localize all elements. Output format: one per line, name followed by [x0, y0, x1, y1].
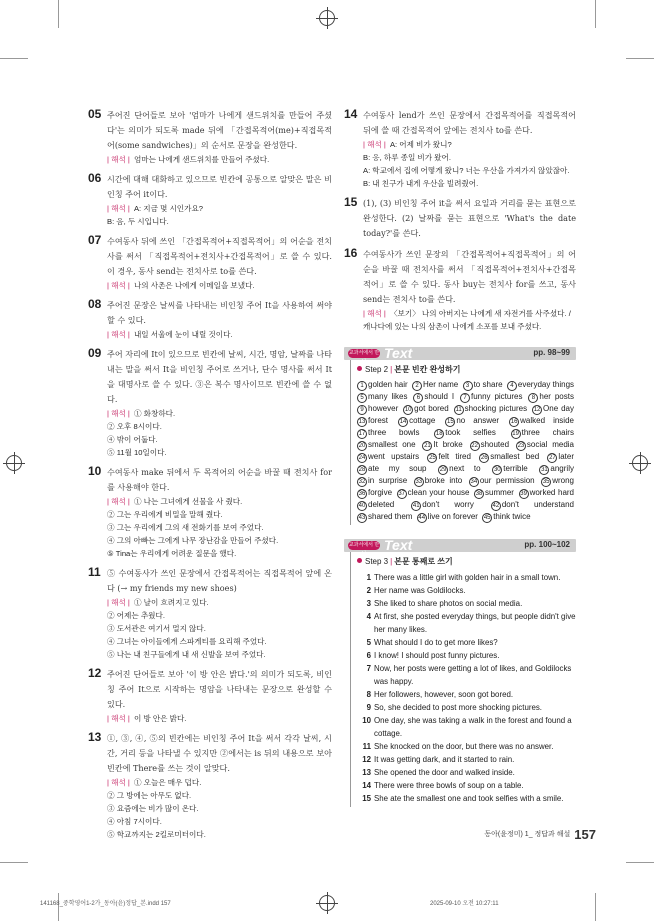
chip-number: 29	[439, 467, 447, 473]
chip-number: 7	[460, 393, 470, 403]
registration-mark-right	[632, 455, 648, 471]
sentence-number: 13	[362, 768, 371, 777]
chip-text: ate my soup	[368, 464, 427, 473]
translation-line: | 해석 | 엄마는 나에게 샌드위치를 만들어 주셨다.	[107, 155, 270, 164]
chip-number: 38	[475, 491, 483, 497]
chip-text: should I	[424, 392, 455, 401]
text-label: Text	[384, 345, 413, 361]
translation-line: B: 음, 두 시입니다.	[107, 217, 169, 226]
answer-chip	[357, 392, 407, 401]
translation-line: ⑤ 11월 10일이다.	[107, 448, 167, 457]
answer-chip	[398, 416, 435, 425]
crop-mark	[58, 0, 59, 28]
translation-line: ④ 밖이 어둡다.	[107, 435, 158, 444]
translation-line: B: 응, 하루 종일 비가 왔어.	[363, 153, 451, 162]
sentence-line	[357, 766, 576, 779]
chip-text: think twice	[493, 512, 531, 521]
sentence-line	[357, 636, 576, 649]
sentence-list	[357, 571, 576, 805]
sentence-line	[357, 662, 576, 688]
crop-mark	[0, 58, 28, 59]
print-slug-file: 141168_중학영어1-2가_동아(윤)정답_본.indd 157	[40, 901, 171, 907]
chip-number: 41	[412, 503, 420, 509]
chip-number: 37	[398, 491, 405, 497]
chip-number: 43	[358, 515, 366, 521]
answer-chip	[469, 476, 535, 485]
step-label: Step 2	[365, 365, 389, 374]
question-item	[344, 108, 576, 190]
chip-number: 1	[357, 381, 367, 391]
question-explanation: 주어진 단어들로 보아 '엄마가 나에게 샌드위치를 만들어 주셨다'는 의미가 되도록 made 뒤에 「간접목적어(me)+직접목적어(some sandwiches)」의 순서로 문장을 완성한다.	[107, 110, 332, 150]
question-number: 08	[88, 297, 102, 311]
question-explanation: ⑤ 수여동사가 쓰인 문장에서 간접목적어는 직접목적어 앞에 온다 (→ my friends my new shoes)	[107, 568, 332, 593]
chip-text: however	[368, 404, 399, 413]
chip-text: walked inside	[520, 416, 574, 425]
chip-text: to share	[473, 380, 503, 389]
answer-chip	[357, 440, 416, 449]
translation-line: | 해석 | ① 화창하다.	[107, 409, 176, 418]
crop-mark	[626, 58, 654, 59]
chip-text: went upstairs	[368, 452, 420, 461]
translation-tag: | 해석 |	[107, 714, 130, 723]
answer-chip	[357, 464, 426, 473]
right-questions	[344, 108, 576, 333]
page-range: pp. 98~99	[533, 348, 570, 357]
registration-mark-left	[6, 455, 22, 471]
translation-line: ④ 그녀는 아이들에게 스파게티를 요리해 주었다.	[107, 637, 267, 646]
chip-number: 21	[424, 443, 431, 449]
chip-number: 20	[358, 443, 366, 449]
chip-text: shared them	[368, 512, 413, 521]
answer-chip	[413, 392, 454, 401]
question-explanation: 주어진 단어들로 보아 '이 방 안은 밝다.'의 의미가 되도록, 비인칭 주어 It으로 시작하는 명암을 나타내는 문장으로 완성할 수 있다.	[107, 669, 332, 709]
sentence-number: 3	[366, 599, 371, 608]
answer-chip	[414, 476, 462, 485]
translation-line: ③ 그는 우리에게 그의 새 전화기를 보여 주었다.	[107, 523, 264, 532]
step-title: 본문 빈칸 완성하기	[394, 365, 461, 374]
answer-chip	[516, 440, 574, 449]
answer-chip	[403, 404, 449, 413]
chip-text: three bowls	[368, 428, 420, 437]
sentence-number: 8	[366, 690, 371, 699]
chip-text: later	[558, 452, 574, 461]
chip-number: 25	[429, 455, 436, 461]
question-number: 07	[88, 233, 102, 247]
translation-line: ④ 아침 7시이다.	[107, 817, 162, 826]
print-slug-date: 2025-09-10 오전 10:27:11	[430, 901, 499, 907]
chip-text: don't worry	[422, 500, 474, 509]
question-number: 14	[344, 107, 358, 121]
translation-tag: | 해석 |	[363, 309, 386, 318]
chip-text: next to	[449, 464, 481, 473]
chip-text: forgive	[368, 488, 393, 497]
question-item	[344, 196, 576, 241]
chip-number: 40	[358, 503, 366, 509]
chip-text: our permission	[479, 476, 535, 485]
chip-number: 12	[533, 407, 541, 413]
chip-number: 17	[358, 431, 366, 437]
question-number: 05	[88, 107, 102, 121]
chip-number: 6	[413, 393, 423, 403]
sentence-number: 12	[362, 755, 371, 764]
answer-chips	[357, 379, 576, 523]
answer-chip	[509, 416, 574, 425]
chip-text: worked hard	[529, 488, 575, 497]
sentence-line	[357, 779, 576, 792]
sentence-number: 7	[366, 664, 371, 673]
chip-number: 18	[435, 431, 443, 437]
question-item	[88, 347, 332, 459]
question-item	[88, 108, 332, 166]
answer-chip	[422, 440, 462, 449]
chip-text: her posts	[539, 392, 574, 401]
sentence-number: 15	[362, 794, 371, 803]
step-heading: Step 2 | 본문 빈칸 완성하기	[357, 364, 576, 375]
sentence-line	[357, 610, 576, 636]
sentence-text: Her name was Goldilocks.	[374, 586, 466, 595]
answer-chip	[519, 488, 574, 497]
chip-text: took selfies	[445, 428, 496, 437]
sentence-text: She opened the door and walked inside.	[374, 768, 515, 777]
question-explanation: 수여동사가 쓰인 문장의 「간접목적어+직접목적어」의 어순을 바꿀 때 전치사를 써서 「직접목적어+전치사+간접목적어」로 쓸 수 있다. 동사 buy는 전치사 for를 쓰고, 동사 send는 전치사 to를 쓴다.	[363, 249, 576, 304]
chip-text: clean your house	[407, 488, 470, 497]
chip-text: summer	[485, 488, 514, 497]
sentence-text: There were three bowls of soup on a table.	[374, 781, 524, 790]
answer-chip	[357, 416, 388, 425]
sentence-line	[357, 584, 576, 597]
chip-text: terrible	[503, 464, 528, 473]
sentence-text: So, she decided to post more shocking pictures.	[374, 703, 542, 712]
question-number: 10	[88, 464, 102, 478]
chip-number: 8	[528, 393, 538, 403]
translation-line: ② 오후 8시이다.	[107, 422, 162, 431]
answer-chip	[532, 404, 574, 413]
question-explanation: 주어 자리에 It이 있으므로 빈칸에 날씨, 시간, 명암, 날짜를 나타내는 말을 써서 It을 비인칭 주어로 쓰거나, 단수 명사를 써서 It을 대명사로 쓸 수 있다. ③은 복수 명사이므로 빈칸에 쓸 수 없다.	[107, 349, 332, 404]
answer-chip	[507, 380, 574, 389]
sentence-line	[357, 597, 576, 610]
question-item	[88, 667, 332, 725]
chip-text: Her name	[423, 380, 459, 389]
chip-number: 42	[492, 503, 500, 509]
chip-text: deleted	[368, 500, 395, 509]
translation-line: ⑤ 학교까지는 2킬로미터이다.	[107, 830, 206, 839]
sentence-number: 5	[366, 638, 371, 647]
chip-text: everyday things	[517, 380, 575, 389]
sentence-line	[357, 740, 576, 753]
bullet-dot-icon	[357, 366, 362, 371]
chip-text: three chairs	[521, 428, 574, 437]
answer-chip	[492, 464, 527, 473]
registration-mark-bottom	[319, 895, 335, 911]
answer-chip	[511, 428, 574, 437]
translation-tag: | 해석 |	[107, 497, 130, 506]
chip-number: 36	[358, 491, 366, 497]
translation-tag: | 해석 |	[363, 140, 386, 149]
step-label: Step 3	[365, 557, 389, 566]
translation-tag: | 해석 |	[107, 778, 130, 787]
crop-mark	[0, 862, 28, 863]
question-number: 09	[88, 346, 102, 360]
answer-chip	[438, 464, 480, 473]
translation-line: ⑤ 나는 내 친구들에게 내 새 신발을 보여 주었다.	[107, 650, 266, 659]
question-number: 06	[88, 171, 102, 185]
answer-chip	[412, 380, 458, 389]
sentence-text: What should I do to get more likes?	[374, 638, 498, 647]
chip-number: 30	[493, 467, 501, 473]
sentence-number: 9	[366, 703, 371, 712]
sentence-text: I know! I should post funny pictures.	[374, 651, 500, 660]
translation-tag: | 해석 |	[107, 409, 130, 418]
translation-line: ② 그 방에는 아무도 없다.	[107, 791, 192, 800]
chip-number: 15	[447, 419, 454, 425]
answer-chip	[479, 452, 539, 461]
chip-number: 28	[358, 467, 366, 473]
chip-number: 11	[455, 407, 462, 413]
sentence-text: Her followers, however, soon got bored.	[374, 690, 514, 699]
sentence-line	[357, 753, 576, 766]
sentence-number: 4	[366, 612, 371, 621]
question-item	[344, 247, 576, 333]
answer-chip	[434, 428, 496, 437]
bullet-dot-icon	[357, 558, 362, 563]
step-heading: Step 3 | 본문 통째로 쓰기	[357, 556, 576, 567]
sentence-line	[357, 688, 576, 701]
crop-mark	[626, 862, 654, 863]
chip-number: 10	[404, 407, 412, 413]
answer-chip	[482, 512, 530, 521]
sentence-text: At first, she posted everyday things, but people didn't give her many likes.	[374, 612, 576, 634]
sentence-text: She ate the smallest one and took selfies with a smile.	[374, 794, 564, 803]
chip-number: 39	[520, 491, 527, 497]
chip-number: 31	[541, 467, 548, 473]
chip-text: live on forever	[427, 512, 478, 521]
left-column	[88, 108, 332, 847]
translation-tag: | 해석 |	[107, 598, 130, 607]
answer-chip	[357, 512, 412, 521]
sentence-line	[357, 701, 576, 714]
chip-text: broke into	[424, 476, 463, 485]
textbook-pill: 교과서에서 만난	[348, 350, 380, 365]
sentence-number: 14	[362, 781, 371, 790]
text-label: Text	[384, 537, 413, 553]
chip-text: cottage	[409, 416, 436, 425]
translation-line: | 해석 | 나의 사촌은 나에게 이메일을 보냈다.	[107, 281, 255, 290]
answer-chip	[539, 464, 574, 473]
sentence-line	[357, 649, 576, 662]
sentence-text: It was getting dark, and it started to rain.	[374, 755, 515, 764]
translation-line: | 해석 | 이 방 안은 밝다.	[107, 714, 187, 723]
chip-number: 45	[483, 515, 491, 521]
chip-text: got bored	[414, 404, 449, 413]
question-item	[88, 234, 332, 292]
question-explanation: ①, ③, ④, ⑤의 빈칸에는 비인칭 주어 It을 써서 각각 날씨, 시간, 거리 등을 나타낼 수 있지만 ②에서는 is 뒤의 내용으로 보아 빈칸에 There를 쓰는 것이 알맞다.	[107, 733, 332, 773]
answer-chip	[445, 416, 499, 425]
question-number: 13	[88, 730, 102, 744]
chip-number: 14	[399, 419, 407, 425]
sentence-text: She liked to share photos on social media.	[374, 599, 523, 608]
translation-line: | 해석 | A: 지금 몇 시인가요?	[107, 204, 204, 213]
crop-mark	[595, 0, 596, 28]
chip-text: smallest bed	[490, 452, 540, 461]
chip-text: social media	[526, 440, 574, 449]
chip-text: golden hair	[368, 380, 408, 389]
chip-text: wrong	[552, 476, 574, 485]
chip-number: 23	[517, 443, 525, 449]
page-number: 157	[574, 827, 596, 842]
chip-number: 5	[357, 393, 367, 403]
translation-tag: | 해석 |	[107, 330, 130, 339]
question-explanation: 시간에 대해 대화하고 있으므로 빈칸에 공통으로 알맞은 말은 비인칭 주어 it이다.	[107, 174, 332, 199]
answer-chip	[491, 500, 574, 509]
chip-number: 27	[549, 455, 556, 461]
answer-chip	[357, 428, 419, 437]
translation-line: | 해석 | ① 나는 그녀에게 선물을 사 줬다.	[107, 497, 243, 506]
chip-text: no answer	[456, 416, 500, 425]
answer-chip	[463, 380, 503, 389]
answer-chip	[474, 488, 514, 497]
textbook-pill: 교과서에서 만난	[348, 542, 380, 557]
answer-chip	[470, 440, 509, 449]
sentence-text: One day, she was taking a walk in the forest and found a cottage.	[374, 716, 572, 738]
chip-number: 24	[358, 455, 366, 461]
question-number: 16	[344, 246, 358, 260]
question-explanation: 주어진 문장은 날씨를 나타내는 비인칭 주어 It을 사용하여 써야 할 수 있다.	[107, 300, 332, 325]
sentence-line	[357, 714, 576, 740]
translation-line: ② 어제는 추웠다.	[107, 611, 165, 620]
chip-text: don't understand	[501, 500, 574, 509]
sentence-line	[357, 571, 576, 584]
question-explanation: 수여동사 make 뒤에서 두 목적어의 어순을 바꿀 때 전치사 for를 사용해야 한다.	[107, 467, 332, 492]
chip-text: funny pictures	[470, 392, 523, 401]
chip-number: 33	[415, 479, 423, 485]
answer-chip	[547, 452, 574, 461]
chip-number: 35	[542, 479, 550, 485]
text-box-header	[344, 537, 576, 557]
translation-line: ③ 도서관은 여기서 멀지 않다.	[107, 624, 206, 633]
question-item	[88, 298, 332, 341]
right-column	[344, 108, 576, 816]
sentence-number: 6	[366, 651, 371, 660]
translation-line: | 해석 | ① 오늘은 매우 덥다.	[107, 778, 202, 787]
translation-line: ④ 그의 아빠는 그에게 나무 장난감을 만들어 주셨다.	[107, 536, 279, 545]
chip-number: 3	[463, 381, 473, 391]
sentence-number: 11	[362, 742, 371, 751]
page-range: pp. 100~102	[524, 540, 570, 549]
question-explanation: 수여동사 lend가 쓰인 문장에서 간접목적어를 직접목적어 뒤에 쓸 때 간접목적어 앞에는 전치사 to를 쓴다.	[363, 110, 576, 135]
chip-text: shocking pictures	[464, 404, 528, 413]
sentence-text: There was a little girl with golden hair in a small town.	[374, 573, 561, 582]
answer-chip	[417, 512, 478, 521]
chip-number: 2	[412, 381, 422, 391]
answer-chip	[357, 476, 407, 485]
sentence-line	[357, 792, 576, 805]
sentence-number: 2	[366, 586, 371, 595]
chip-text: angrily	[550, 464, 574, 473]
chip-text: many likes	[368, 392, 408, 401]
chip-number: 16	[510, 419, 518, 425]
question-number: 11	[88, 565, 101, 579]
translation-tag: | 해석 |	[107, 155, 130, 164]
chip-number: 9	[357, 405, 367, 415]
chip-number: 26	[480, 455, 488, 461]
answer-chip	[411, 500, 474, 509]
translation-line: B: 내 친구가 내게 우산을 빌려줬어.	[363, 179, 479, 188]
footer-label: 동아(윤정미) 1_ 정답과 해설	[484, 831, 571, 838]
chip-number: 19	[512, 431, 519, 437]
translation-line: ② 그는 우리에게 비밀을 말해 줬다.	[107, 510, 223, 519]
answer-chip	[357, 488, 392, 497]
text-box-header	[344, 345, 576, 365]
chip-number: 34	[470, 479, 478, 485]
question-explanation: 수여동사 뒤에 쓰인 「간접목적어+직접목적어」의 어순을 전치사를 써서 「직접목적어+전치사+간접목적어」로 쓸 수 있다. 이 경우, 동사 send는 전치사로 to를 쓴다.	[107, 236, 332, 276]
translation-line: | 해석 | A: 어제 비가 왔니?	[363, 140, 452, 149]
question-item	[88, 566, 332, 661]
question-number: 12	[88, 666, 102, 680]
chip-text: smallest one	[368, 440, 416, 449]
chip-number: 22	[471, 443, 478, 449]
crop-mark	[595, 893, 596, 921]
chip-number: 44	[418, 515, 426, 521]
chip-text: One day	[543, 404, 574, 413]
text-box-step2	[344, 347, 576, 525]
sentence-number: 1	[366, 573, 371, 582]
translation-line: ⑤ Tina는 우리에게 어려운 질문을 했다.	[107, 549, 237, 558]
sentence-text: She knocked on the door, but there was no answer.	[374, 742, 554, 751]
translation-tag: | 해석 |	[107, 281, 130, 290]
answer-chip	[427, 452, 471, 461]
chip-number: 4	[507, 381, 517, 391]
question-number: 15	[344, 195, 358, 209]
step-title: 본문 통째로 쓰기	[394, 557, 453, 566]
translation-line: | 해석 | ① 날이 흐려지고 있다.	[107, 598, 209, 607]
chip-text: forest	[368, 416, 389, 425]
chip-text: shouted	[480, 440, 510, 449]
answer-chip	[454, 404, 528, 413]
translation-line: | 해석 | 내일 서울에 눈이 내릴 것이다.	[107, 330, 233, 339]
chip-text: It broke	[433, 440, 463, 449]
page-footer	[484, 826, 596, 844]
answer-chip	[460, 392, 522, 401]
question-explanation: (1), (3) 비인칭 주어 it을 써서 요일과 거리를 묻는 표현으로 완성한다. (2) 날짜를 묻는 표현으로 'What's the date today?'를 쓴다.	[363, 198, 576, 238]
chip-number: 32	[358, 479, 366, 485]
registration-mark-top	[319, 10, 335, 26]
answer-chip	[357, 404, 398, 413]
text-box-step3	[344, 539, 576, 807]
translation-line: | 해석 | 〈보기〉 나의 아버지는 나에게 새 자전거를 사주셨다. / 캐나다에 있는 나의 삼촌이 나에게 소포를 보내 주셨다.	[363, 309, 571, 331]
answer-chip	[528, 392, 574, 401]
answer-chip	[541, 476, 574, 485]
translation-line: A: 학교에서 집에 어떻게 왔니? 너는 우산을 가져가지 않았잖아.	[363, 166, 570, 175]
chip-text: in surprise	[368, 476, 408, 485]
answer-chip	[357, 500, 394, 509]
translation-tag: | 해석 |	[107, 204, 130, 213]
chip-text: felt tired	[438, 452, 471, 461]
question-item	[88, 172, 332, 228]
chip-number: 13	[358, 419, 366, 425]
translation-line: ③ 요즘에는 비가 많이 온다.	[107, 804, 199, 813]
sentence-number: 10	[362, 716, 371, 725]
sentence-text: Now, her posts were getting a lot of likes, and Goldilocks was happy.	[374, 664, 572, 686]
answer-chip	[357, 380, 408, 389]
question-item	[88, 465, 332, 560]
question-item	[88, 731, 332, 841]
answer-chip	[357, 452, 419, 461]
answer-chip	[397, 488, 470, 497]
